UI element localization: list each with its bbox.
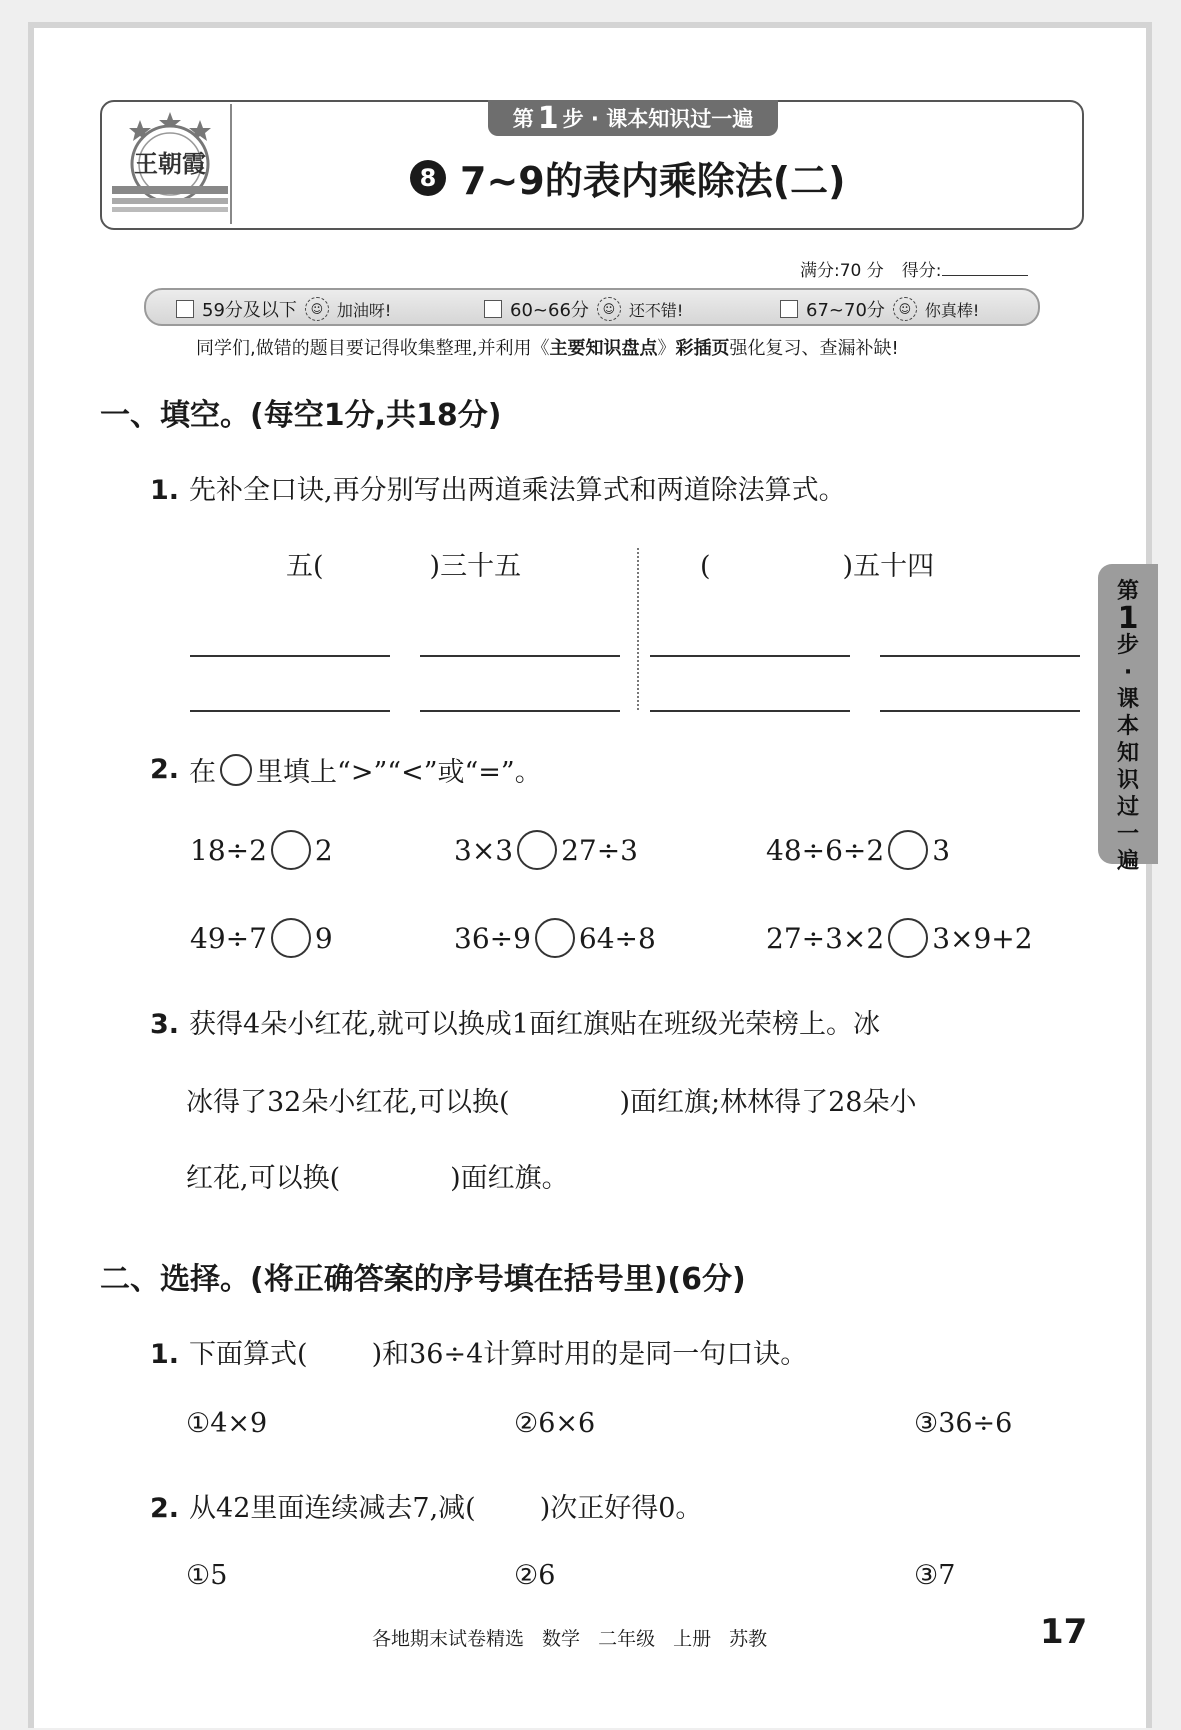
step-prefix: 第 xyxy=(512,107,534,131)
logo-text: 王朝霞 xyxy=(134,149,206,178)
question-2-1: 1. 下面算式( )和36÷4计算时用的是同一句口诀。 xyxy=(150,1339,808,1370)
logo-divider xyxy=(230,104,232,224)
grade-range: 59分及以下 xyxy=(202,300,297,321)
compare-circle[interactable] xyxy=(888,918,928,958)
circle-icon xyxy=(220,754,252,786)
compare-item: 48÷6÷2 3 xyxy=(766,830,950,870)
compare-circle[interactable] xyxy=(517,830,557,870)
grade-item xyxy=(780,296,979,322)
option: ③7 xyxy=(914,1560,956,1591)
logo-emblem xyxy=(108,106,232,220)
option: ②6×6 xyxy=(514,1408,596,1439)
question-1-3-line3: 红花,可以换( )面红旗。 xyxy=(186,1163,569,1194)
side-tab: 第 1 步 · 课 本 知 识 过 一 遍 xyxy=(1098,564,1158,864)
grade-comment: 还不错! xyxy=(628,300,684,320)
compare-circle[interactable] xyxy=(535,918,575,958)
compare-item: 3×3 27÷3 xyxy=(454,830,638,870)
option: ①4×9 xyxy=(186,1408,268,1439)
section-1-heading: 一、填空。(每空1分,共18分) xyxy=(100,398,502,433)
title-text: 7~9的表内乘除法(二) xyxy=(460,159,846,203)
question-1-3-line2: 冰得了32朵小红花,可以换( )面红旗;林林得了28朵小 xyxy=(186,1087,917,1118)
compare-item: 36÷9 64÷8 xyxy=(454,918,656,958)
smiley-icon: ☺ xyxy=(305,297,329,321)
question-2-2: 2. 从42里面连续减去7,减( )次正好得0。 xyxy=(150,1493,703,1524)
footer-text: 各地期末试卷精选 数学 二年级 上册 苏教 xyxy=(372,1628,768,1650)
question-1-2: 2. 在 里填上“>”“<”或“=”。 xyxy=(150,754,542,788)
koujue-left: 五( )三十五 xyxy=(286,551,522,582)
smiley-icon: ☺ xyxy=(893,297,917,321)
compare-item: 27÷3×2 3×9+2 xyxy=(766,918,1033,958)
grade-item xyxy=(176,296,391,322)
step-tab xyxy=(488,100,778,136)
answer-line[interactable] xyxy=(880,710,1080,712)
compare-circle[interactable] xyxy=(888,830,928,870)
grade-range: 67~70分 xyxy=(806,300,885,321)
score-blank[interactable] xyxy=(942,257,1028,276)
answer-line[interactable] xyxy=(420,710,620,712)
score-line xyxy=(800,256,1028,281)
page-title xyxy=(410,150,845,205)
page-number: 17 xyxy=(1040,1612,1088,1652)
compare-item: 18÷2 2 xyxy=(190,830,333,870)
grade-comment: 你真棒! xyxy=(924,300,980,320)
step-suffix: 步 · 课本知识过一遍 xyxy=(562,107,754,131)
answer-line[interactable] xyxy=(880,655,1080,657)
full-score: 满分:70 分 xyxy=(800,261,884,281)
koujue-right: ( )五十四 xyxy=(700,551,935,582)
answer-line[interactable] xyxy=(650,655,850,657)
answer-line[interactable] xyxy=(650,710,850,712)
dotted-divider xyxy=(637,548,639,710)
option: ②6 xyxy=(514,1560,556,1591)
section-2-heading: 二、选择。(将正确答案的序号填在括号里)(6分) xyxy=(100,1262,746,1297)
option: ①5 xyxy=(186,1560,228,1591)
answer-line[interactable] xyxy=(190,710,390,712)
grade-range: 60~66分 xyxy=(510,300,589,321)
compare-item: 49÷7 9 xyxy=(190,918,333,958)
title-number-badge: 8 xyxy=(410,160,446,196)
option: ③36÷6 xyxy=(914,1408,1013,1439)
grade-bar xyxy=(144,288,1040,326)
grade-checkbox[interactable] xyxy=(484,300,502,318)
grade-checkbox[interactable] xyxy=(176,300,194,318)
got-score-label: 得分: xyxy=(902,256,1028,281)
answer-line[interactable] xyxy=(420,655,620,657)
hint-text: 同学们,做错的题目要记得收集整理,并利用《主要知识盘点》彩插页强化复习、查漏补缺! xyxy=(196,338,899,359)
grade-item xyxy=(484,296,683,322)
compare-circle[interactable] xyxy=(271,918,311,958)
question-1-1: 1. 先补全口诀,再分别写出两道乘法算式和两道除法算式。 xyxy=(150,475,846,506)
question-1-3-line1: 3. 获得4朵小红花,就可以换成1面红旗贴在班级光荣榜上。冰 xyxy=(150,1009,880,1040)
smiley-icon: ☺ xyxy=(597,297,621,321)
grade-checkbox[interactable] xyxy=(780,300,798,318)
grade-comment: 加油呀! xyxy=(336,300,392,320)
step-number: 1 xyxy=(537,100,559,136)
answer-line[interactable] xyxy=(190,655,390,657)
compare-circle[interactable] xyxy=(271,830,311,870)
